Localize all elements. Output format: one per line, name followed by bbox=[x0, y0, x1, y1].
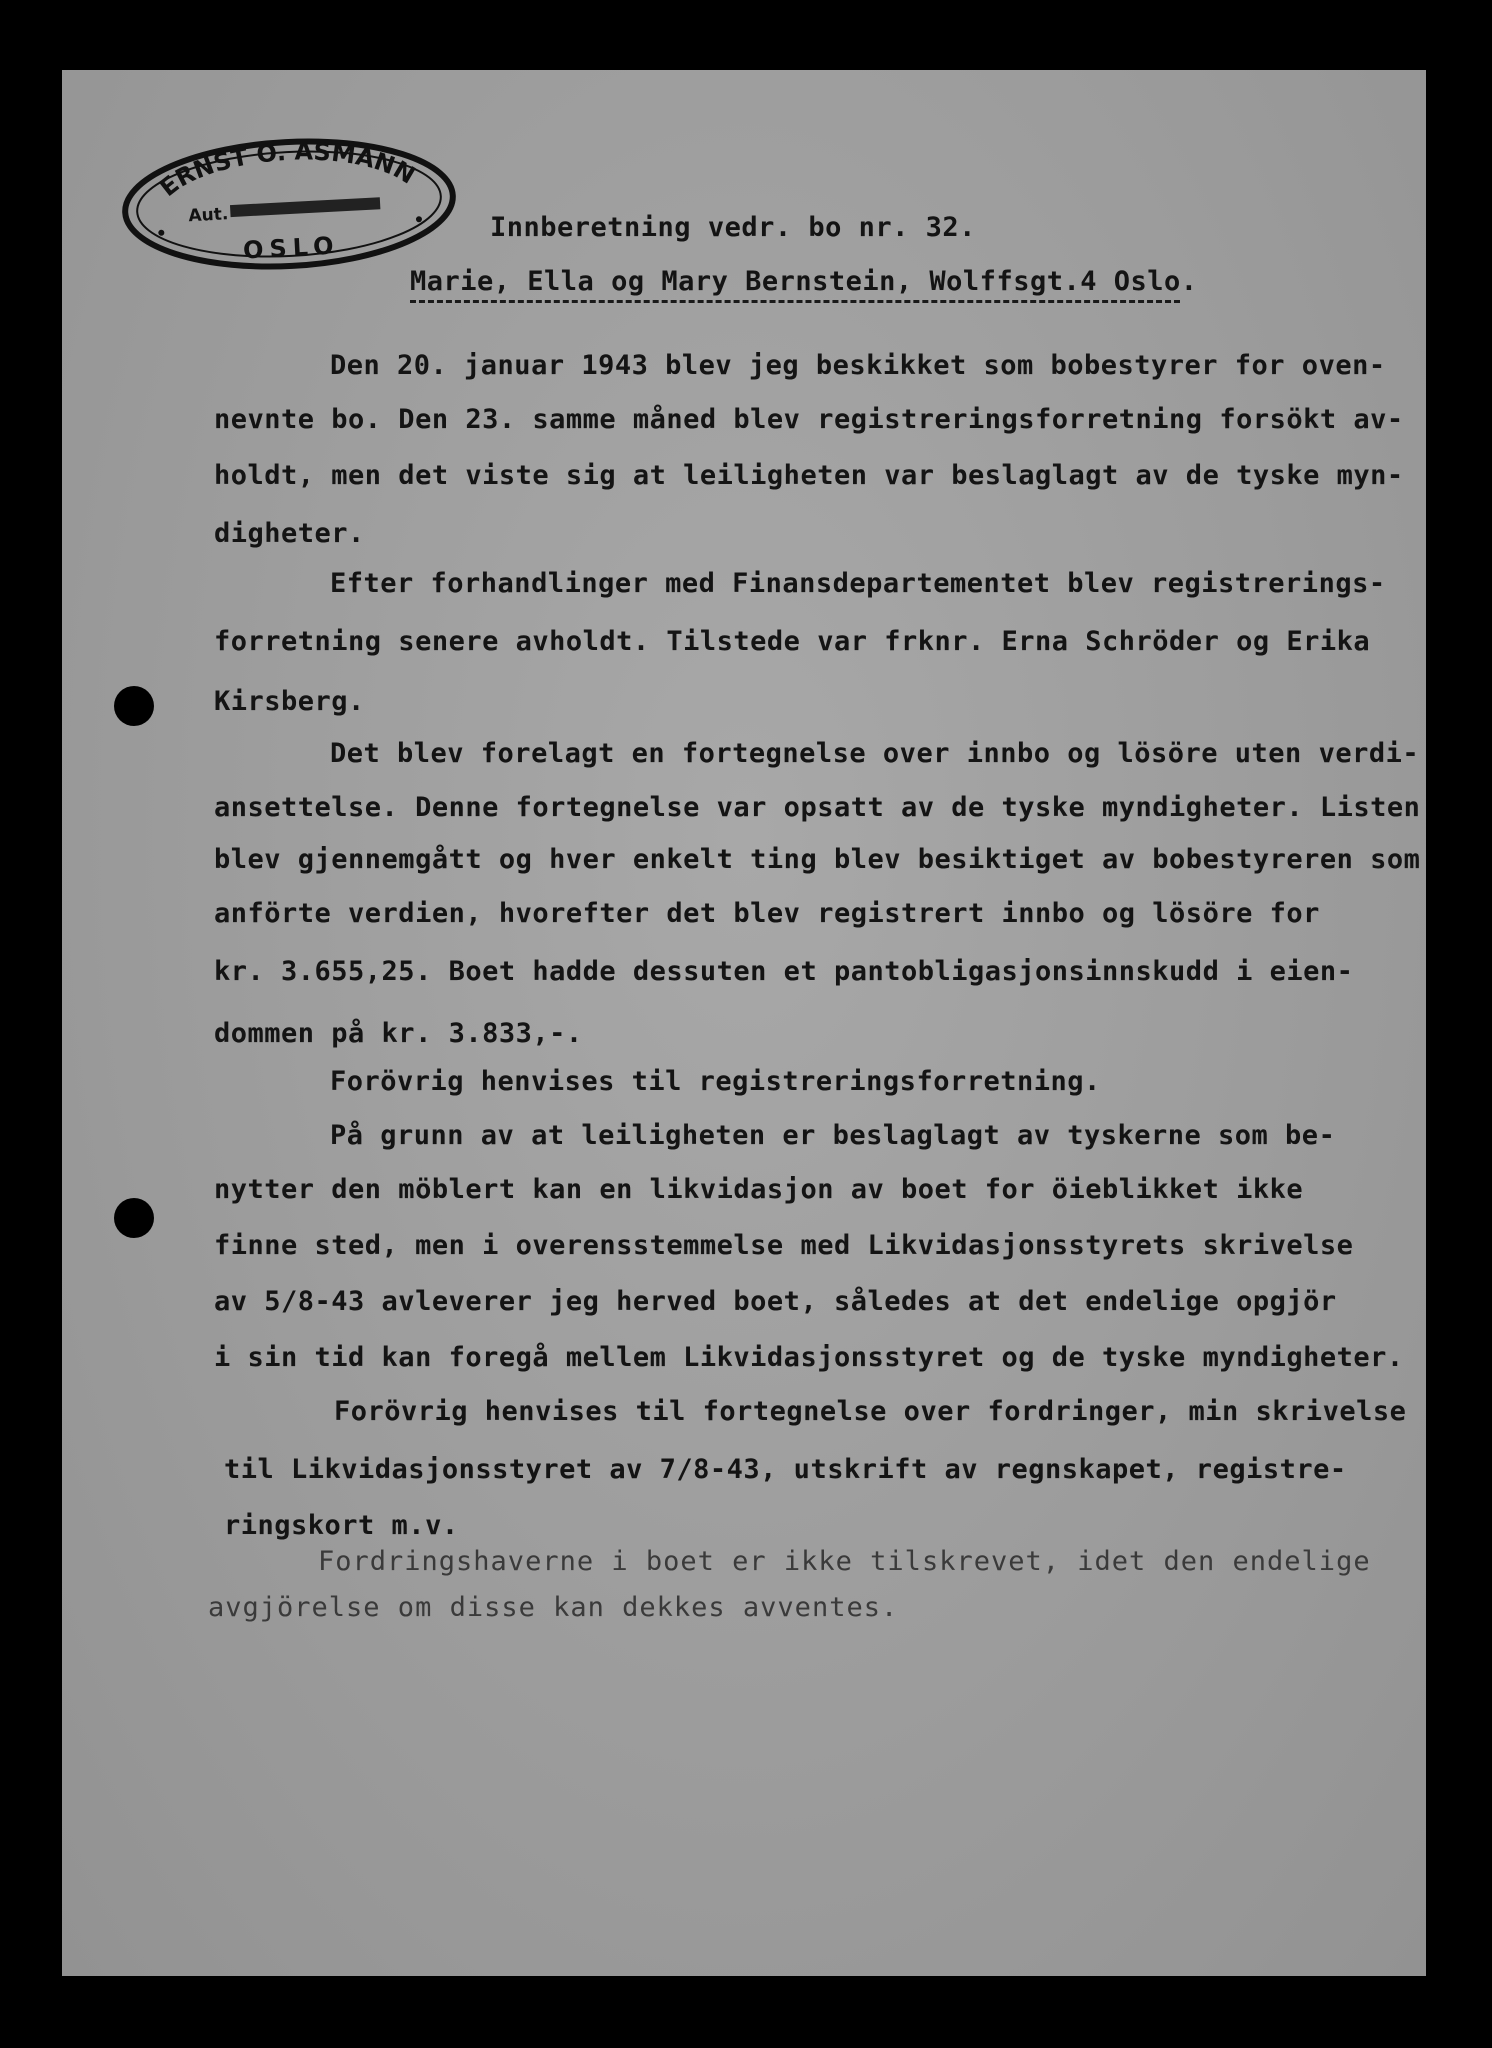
body-line: nytter den möblert kan en likvidasjon av boet for öieblikket ikke bbox=[214, 1174, 1304, 1205]
body-line: Det blev forelagt en fortegnelse over innbo og lösöre uten verdi- bbox=[330, 738, 1420, 769]
stamp-title-text: Aut. bbox=[187, 204, 229, 227]
body-line: Kirsberg. bbox=[214, 686, 365, 717]
body-line: av 5/8-43 avleverer jeg herved boet, således at det endelige opgjör bbox=[214, 1286, 1337, 1317]
body-line: finne sted, men i overensstemmelse med Likvidasjonsstyrets skrivelse bbox=[214, 1230, 1354, 1261]
header-divider bbox=[410, 300, 1180, 303]
body-line: ringskort m.v. bbox=[224, 1510, 459, 1541]
svg-text:ERNST O. ASMANN bbox=[153, 131, 422, 203]
stamp-name-text: ERNST O. ASMANN bbox=[154, 137, 421, 203]
body-line: dommen på kr. 3.833,-. bbox=[214, 1018, 583, 1049]
body-line: På grunn av at leiligheten er beslaglagt av tyskerne som be- bbox=[330, 1120, 1336, 1151]
body-line: forretning senere avholdt. Tilstede var frknr. Erna Schröder og Erika bbox=[214, 626, 1371, 657]
body-line: Den 20. januar 1943 blev jeg beskikket som bobestyrer for oven- bbox=[330, 350, 1386, 381]
body-line: ansettelse. Denne fortegnelse var opsatt av de tyske myndigheter. Listen bbox=[214, 792, 1421, 823]
body-line: holdt, men det viste sig at leiligheten var beslaglagt av de tyske myn- bbox=[214, 460, 1404, 491]
stamp-city-text: OSLO bbox=[242, 231, 341, 265]
body-line: nevnte bo. Den 23. samme måned blev registreringsforretning forsökt av- bbox=[214, 404, 1404, 435]
body-line: kr. 3.655,25. Boet hadde dessuten et pantobligasjonsinnskudd i eien- bbox=[214, 956, 1354, 987]
body-line: i sin tid kan foregå mellem Likvidasjonsstyret og de tyske myndigheter. bbox=[214, 1342, 1404, 1373]
body-line: anförte verdien, hvorefter det blev registrert innbo og lösöre for bbox=[214, 898, 1320, 929]
body-line: digheter. bbox=[214, 518, 365, 549]
punch-hole bbox=[114, 1198, 154, 1238]
rubber-stamp bbox=[115, 125, 464, 283]
punch-hole bbox=[114, 686, 154, 726]
header-names: Marie, Ella og Mary Bernstein, Wolffsgt.4 Oslo. bbox=[410, 266, 1198, 297]
body-line: til Likvidasjonsstyret av 7/8-43, utskrift av regnskapet, registre- bbox=[224, 1454, 1347, 1485]
header-title: Innberetning vedr. bo nr. 32. bbox=[490, 212, 976, 243]
addendum-line: Fordringshaverne i boet er ikke tilskrevet, idet den endelige bbox=[318, 1546, 1371, 1577]
body-line: Forövrig henvises til fortegnelse over fordringer, min skrivelse bbox=[334, 1396, 1407, 1427]
body-line: Forövrig henvises til registreringsforretning. bbox=[330, 1066, 1101, 1097]
addendum-line: avgjörelse om disse kan dekkes avventes. bbox=[208, 1592, 899, 1623]
body-line: Efter forhandlinger med Finansdepartementet blev registrerings- bbox=[330, 568, 1386, 599]
body-line: blev gjennemgått og hver enkelt ting blev besiktiget av bobestyreren som bbox=[214, 844, 1421, 875]
